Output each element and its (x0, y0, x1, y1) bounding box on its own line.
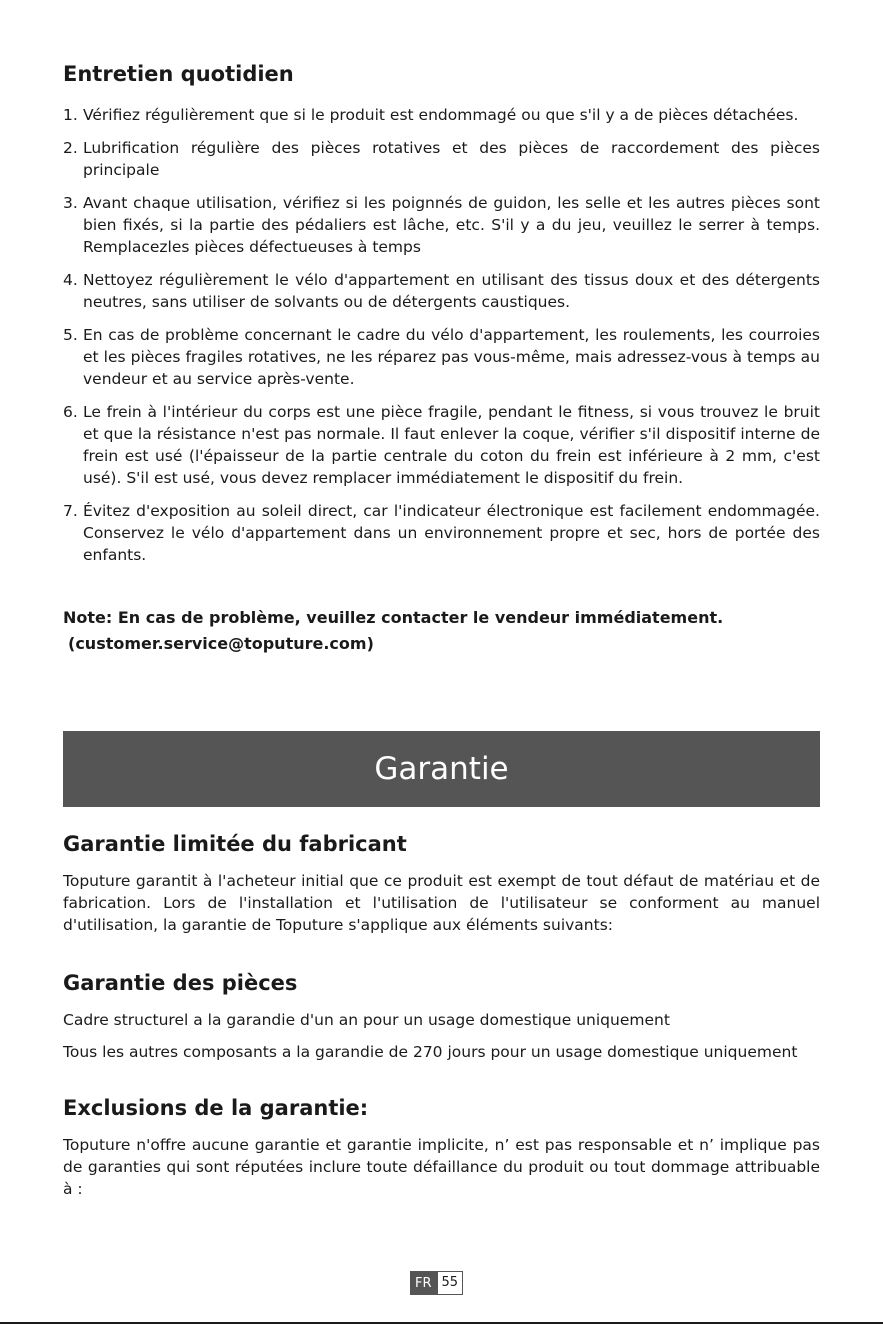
maintenance-list (63, 104, 820, 577)
section-title-pieces: Garantie des pièces (63, 971, 298, 995)
page-footer (410, 1271, 463, 1295)
list-item (63, 500, 820, 566)
item-number: 5. (63, 326, 78, 344)
list-item (63, 104, 820, 126)
list-item (63, 192, 820, 258)
section-exclusions (63, 1096, 820, 1210)
item-text: Évitez d'exposition au soleil direct, car l'indicateur électronique est facilement endommagée. Conservez le vélo d'appartement dans un environnement propre et sec, hors de portée des enfants. (83, 502, 820, 564)
garantie-banner (63, 731, 820, 807)
item-text: Nettoyez régulièrement le vélo d'appartement en utilisant des tissus doux et des détergents neutres, sans utiliser de solvants ou de détergents caustiques. (83, 271, 820, 311)
item-number: 4. (63, 271, 78, 289)
note-text: Note: En cas de problème, veuillez contacter le vendeur immédiatement. (63, 608, 724, 627)
section-title-exclusions: Exclusions de la garantie: (63, 1096, 369, 1120)
item-text: Lubrification régulière des pièces rotatives et des pièces de raccordement des pièces principale (83, 139, 820, 179)
section-title-limitee: Garantie limitée du fabricant (63, 832, 407, 856)
language-badge: FR (410, 1271, 437, 1295)
section-parts-warranty (63, 971, 820, 1073)
contact-note (63, 605, 820, 657)
list-item (63, 137, 820, 181)
item-text: Le frein à l'intérieur du corps est une pièce fragile, pendant le fitness, si vous trouvez le bruit et que la résistance n'est pas normale. Il faut enlever la coque, vérifier s'il dispositif interne de frein est usé (l'épaisseur de la partie centrale du coton du frein est inférieure à 2 mm, c'est usé). S'il est usé, vous devez remplacer immédiatement le dispositif du frein. (83, 403, 820, 487)
support-email: (customer.service@toputure.com) (68, 634, 374, 653)
item-number: 2. (63, 139, 78, 157)
section-limited-warranty (63, 832, 820, 946)
item-text: Avant chaque utilisation, vérifiez si les poignnés de guidon, les selle et les autres pièces sont bien fixés, si la partie des pédaliers est lâche, etc. S'il y a du jeu, veuillez le serrer à temps. Remplacezles pièces défectueuses à temps (83, 194, 820, 256)
item-number: 1. (63, 106, 78, 124)
item-number: 7. (63, 502, 78, 520)
item-text: En cas de problème concernant le cadre du vélo d'appartement, les roulements, les courroies et les pièces fragiles rotatives, ne les réparez pas vous-même, mais adressez-vous à temps au vendeur et au service après-vente. (83, 326, 820, 388)
item-text: Vérifiez régulièrement que si le produit est endommagé ou que s'il y a de pièces détachées. (83, 106, 799, 124)
parts-frame-line: Cadre structurel a la garandie d'un an pour un usage domestique uniquement (63, 1011, 670, 1029)
parts-other-line: Tous les autres composants a la garandie de 270 jours pour un usage domestique uniquement (63, 1043, 798, 1061)
banner-title: Garantie (374, 751, 509, 787)
item-number: 6. (63, 403, 78, 421)
item-number: 3. (63, 194, 78, 212)
limited-warranty-text: Toputure garantit à l'acheteur initial que ce produit est exempt de tout défaut de matériau et de fabrication. Lors de l'installation et l'utilisation de l'utilisateur se conforment au manuel d'utilisation, la garantie de Toputure s'applique aux éléments suivants: (63, 872, 820, 934)
list-item (63, 324, 820, 390)
section-title-entretien: Entretien quotidien (63, 62, 294, 86)
list-item (63, 269, 820, 313)
page-number: 55 (437, 1271, 464, 1295)
list-item (63, 401, 820, 489)
exclusions-text: Toputure n'offre aucune garantie et garantie implicite, n’ est pas responsable et n’ implique pas de garanties qui sont réputées inclure toute défaillance du produit ou tout dommage attribuable à : (63, 1136, 820, 1198)
